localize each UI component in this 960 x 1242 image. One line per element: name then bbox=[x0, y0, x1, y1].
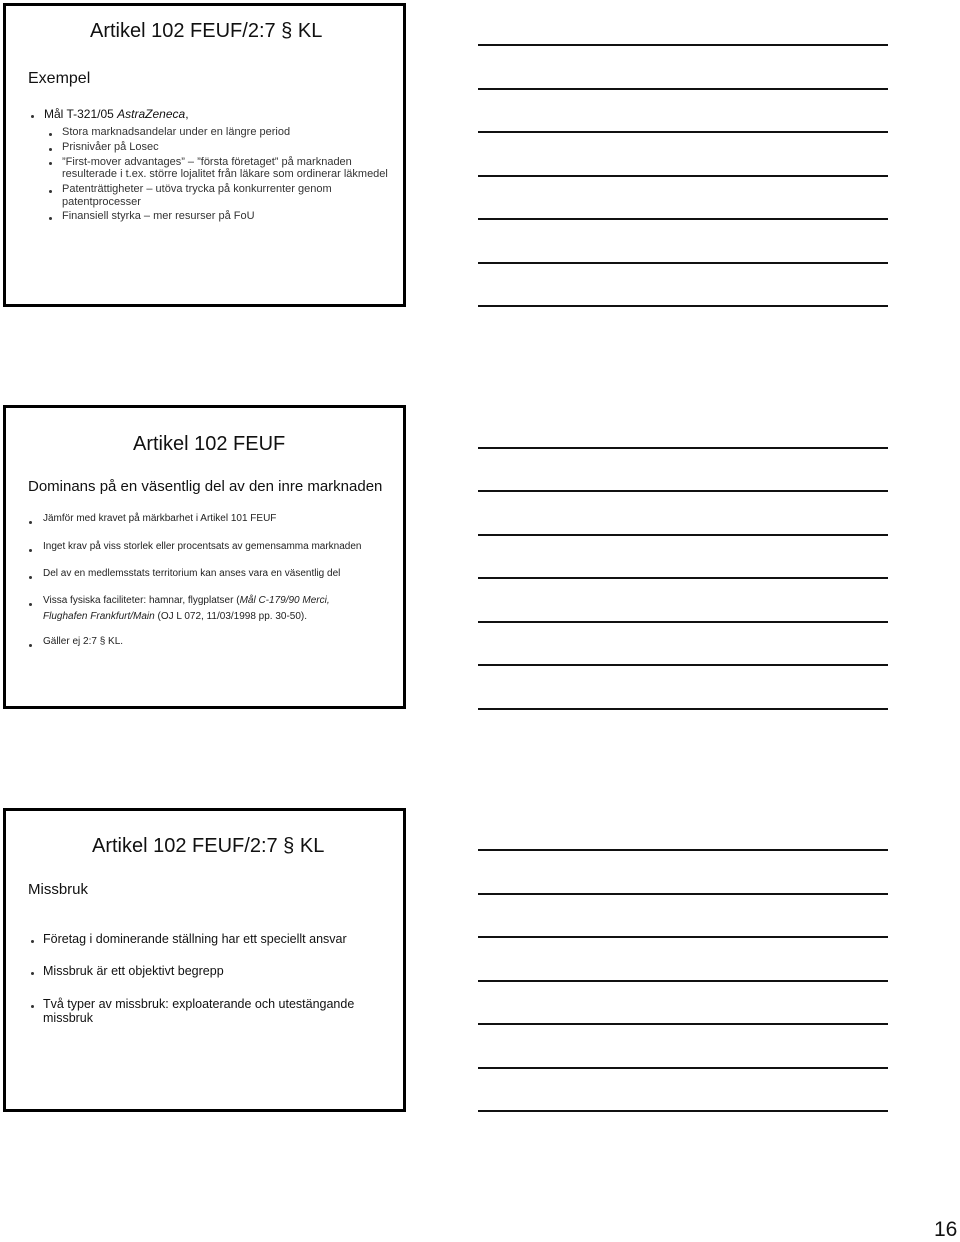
notes-line bbox=[478, 1067, 888, 1069]
bullet-dot-icon bbox=[49, 133, 52, 136]
notes-line bbox=[478, 88, 888, 90]
bullet-dot-icon bbox=[31, 972, 34, 975]
notes-line bbox=[478, 1023, 888, 1025]
sub-bullet: Prisnivåer på Losec bbox=[62, 141, 159, 153]
item: Inget krav på viss storlek eller procentsats av gemensamma marknaden bbox=[43, 541, 362, 552]
bullet-dot-icon bbox=[49, 190, 52, 193]
notes-line bbox=[478, 262, 888, 264]
notes-line bbox=[478, 708, 888, 710]
main-bullet bbox=[44, 107, 189, 121]
bullet-dot-icon bbox=[29, 549, 32, 552]
notes-line bbox=[478, 490, 888, 492]
bullet-dot-icon bbox=[29, 576, 32, 579]
notes-line bbox=[478, 218, 888, 220]
notes-line bbox=[478, 577, 888, 579]
page-number: 16 bbox=[934, 1218, 958, 1241]
slide-3 bbox=[3, 808, 406, 1112]
sub-bullet-continuation: patentprocesser bbox=[62, 196, 141, 208]
slide-1 bbox=[3, 3, 406, 307]
item-continuation: missbruk bbox=[43, 1011, 94, 1025]
item: Företag i dominerande ställning har ett speciellt ansvar bbox=[43, 932, 347, 946]
bullet-dot-icon bbox=[49, 162, 52, 165]
slide-3-heading: Missbruk bbox=[28, 881, 89, 898]
item: Missbruk är ett objektivt begrepp bbox=[43, 964, 224, 978]
slide-3-title: Artikel 102 FEUF/2:7 § KL bbox=[92, 835, 325, 857]
sub-bullet: Finansiell styrka – mer resurser på FoU bbox=[62, 210, 255, 222]
bullet-dot-icon bbox=[49, 217, 52, 220]
slide-2 bbox=[3, 405, 406, 709]
notes-line bbox=[478, 44, 888, 46]
item-facilities-ref: (OJ L 072, 11/03/1998 pp. 30-50). bbox=[154, 611, 308, 622]
slide-1-title: Artikel 102 FEUF/2:7 § KL bbox=[90, 20, 323, 42]
item-facilities-case-cont: Flughafen Frankfurt/Main bbox=[43, 611, 155, 622]
notes-line bbox=[478, 980, 888, 982]
notes-line bbox=[478, 534, 888, 536]
slide-2-title: Artikel 102 FEUF bbox=[133, 433, 286, 455]
sub-bullet: Stora marknadsandelar under en längre period bbox=[62, 126, 291, 138]
bullet-dot-icon bbox=[29, 603, 32, 606]
item-facilities-prefix: Vissa fysiska faciliteter: hamnar, flygplatser ( bbox=[43, 595, 240, 606]
bullet-dot-icon bbox=[31, 1005, 34, 1008]
item: Två typer av missbruk: exploaterande och utestängande bbox=[43, 997, 355, 1011]
sub-bullet-continuation: resulterade i t.ex. större lojalitet från läkare som ordinerar läkmedel bbox=[62, 168, 388, 180]
main-bullet-case: AstraZeneca bbox=[117, 107, 186, 121]
item-facilities bbox=[43, 595, 330, 606]
slide-2-heading: Dominans på en väsentlig del av den inre marknaden bbox=[28, 478, 383, 495]
item-facilities-continuation bbox=[43, 611, 307, 622]
notes-line bbox=[478, 1110, 888, 1112]
main-bullet-suffix: , bbox=[185, 107, 189, 121]
bullet-dot-icon bbox=[49, 148, 52, 151]
notes-line bbox=[478, 621, 888, 623]
notes-line bbox=[478, 447, 888, 449]
bullet-dot-icon bbox=[29, 521, 32, 524]
item: Gäller ej 2:7 § KL. bbox=[43, 636, 124, 647]
main-bullet-prefix: Mål T-321/05 bbox=[44, 107, 118, 121]
notes-line bbox=[478, 664, 888, 666]
bullet-dot-icon bbox=[29, 644, 32, 647]
notes-line bbox=[478, 893, 888, 895]
bullet-dot-icon bbox=[31, 940, 34, 943]
notes-line bbox=[478, 131, 888, 133]
sub-bullet: Patenträttigheter – utöva trycka på konkurrenter genom bbox=[62, 183, 332, 195]
notes-line bbox=[478, 936, 888, 938]
bullet-dot-icon bbox=[31, 115, 34, 118]
item: Jämför med kravet på märkbarhet i Artikel 101 FEUF bbox=[43, 513, 277, 524]
notes-line bbox=[478, 305, 888, 307]
slide-1-heading: Exempel bbox=[28, 70, 91, 87]
item: Del av en medlemsstats territorium kan anses vara en väsentlig del bbox=[43, 568, 341, 579]
notes-line bbox=[478, 849, 888, 851]
notes-line bbox=[478, 175, 888, 177]
sub-bullet: ”First-mover advantages” – ”första företaget” på marknaden bbox=[62, 156, 352, 168]
item-facilities-case: Mål C-179/90 Merci, bbox=[239, 595, 330, 606]
